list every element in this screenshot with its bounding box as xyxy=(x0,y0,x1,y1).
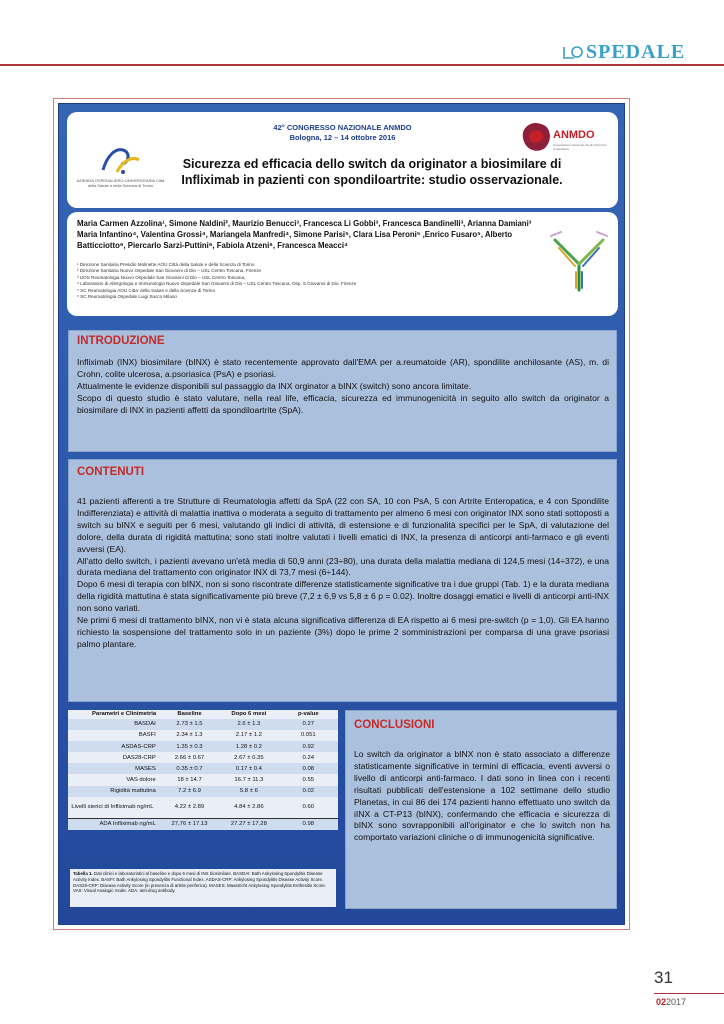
hospital-logo xyxy=(73,142,168,192)
table-row xyxy=(68,730,338,741)
table-cell: 0.08 xyxy=(302,765,315,772)
table-row xyxy=(68,819,338,830)
poster xyxy=(58,103,625,925)
table-cell: Rigidità mattutina xyxy=(110,787,156,794)
introduction-text xyxy=(77,357,609,417)
table-header-cell: Dopo 6 mesi xyxy=(231,711,267,717)
issue-year: 2017 xyxy=(666,997,687,1007)
table-cell: 2.73 ± 1.5 xyxy=(176,721,203,728)
page-number: 31 xyxy=(654,968,673,987)
table-cell: 0.55 xyxy=(302,776,315,783)
antibody-molecule-icon xyxy=(545,226,613,296)
hospital-logo-text: AZIENDA OSPEDALIERO-UNIVERSITARIA Città della Salute e della Scienza di Torino xyxy=(76,178,165,188)
table-row xyxy=(68,741,338,752)
table-cell: VAS dolore xyxy=(126,776,156,783)
introduction-heading: INTRODUZIONE xyxy=(77,335,165,347)
contents-heading: CONTENUTI xyxy=(77,466,145,478)
paragraph: Scopo di questo studio è stato valutare, nella real life, efficacia, sicurezza ed immunogenicità in seguito allo switch da originator a biosimilare di INX in pazienti affetti da spondiloartrite (SpA). xyxy=(77,392,609,415)
magazine-logo-text: SPEDALE xyxy=(586,41,686,63)
table-cell: 2.34 ± 1.3 xyxy=(176,732,203,739)
table-cell: 0.98 xyxy=(279,819,338,830)
hospital-logo-icon xyxy=(73,142,168,178)
header-rule xyxy=(0,64,724,66)
table-cell: 0.02 xyxy=(302,787,315,794)
table-caption-label: Tabella 1. xyxy=(73,871,93,876)
paragraph: All'atto dello switch, i pazienti avevano un'età media di 50,9 anni (23÷80), una durata della malattia mediana di 124,5 mesi (14÷372), e una durata mediana del trattamento con originator INX di 73,7 mesi (6÷144). xyxy=(77,555,609,578)
table-cell: 2.6 ± 1.3 xyxy=(237,721,261,728)
affiliation-item: ⁶ SC Reumatologia Ospedale Luigi Sacco Milano xyxy=(77,294,177,300)
authors-card xyxy=(67,212,618,316)
paragraph: Attualmente le evidenze disponibili sul passaggio da INX orginator a bINX (switch) sono ancora limitate. xyxy=(77,380,472,391)
issue-number: 02 xyxy=(656,997,667,1007)
contents-text xyxy=(77,496,609,651)
table-header-cell: Baseline xyxy=(177,711,202,717)
table-cell: 5.8 ± 6 xyxy=(239,787,258,794)
table-cell: 0.24 xyxy=(302,754,315,761)
conclusions-section xyxy=(345,710,617,909)
table-cell: 0.17 ± 0.4 xyxy=(235,765,262,772)
table-cell: ASDAS-CRP xyxy=(121,743,156,750)
table-cell: 27.27 ± 17.28 xyxy=(219,819,278,830)
table-cell: 2.66 ± 0.67 xyxy=(174,754,205,761)
table-cell: 0.60 xyxy=(302,804,315,811)
affiliation-item: ⁴ Laboratorio di Allergologia e Immunologia Nuovo Ospedale San Giovanni di Dio – USL Centro Toscana, Osp. S.Giovanni di Dio, Firenze xyxy=(77,281,357,287)
results-table-block xyxy=(68,710,338,909)
table-cell: 0.35 ± 0.7 xyxy=(176,765,203,772)
anmdo-logo-icon xyxy=(519,118,553,154)
paragraph: Infliximab (INX) biosimilare (bINX) è stato recentemente approvato dall'EMA per a.reumatoide (AR), spondilite anchilosante (AS), m. di Crohn, colite ulcerosa, a.psoriasica (PsA) e psoriasi. xyxy=(77,357,609,379)
anmdo-logo-subtitle: Associazione Nazionale Medici Direzioni Ospedaliere xyxy=(553,143,607,151)
table-cell: 0.92 xyxy=(302,743,315,750)
introduction-section xyxy=(68,330,617,452)
poster-title: Sicurezza ed efficacia dello switch da originator a biosimilare di Infliximab in pazienti con spondiloartrite: studio osservazionale. xyxy=(181,157,563,187)
results-table xyxy=(68,710,338,830)
table-cell: 1.28 ± 0.2 xyxy=(235,743,262,750)
table-cell: Livelli sierici di Infliximab ng/mL xyxy=(71,804,154,811)
poster-header-card xyxy=(67,112,618,208)
conclusions-heading: CONCLUSIONI xyxy=(354,719,435,731)
table-row xyxy=(68,774,338,785)
paragraph: 41 pazienti afferenti a tre Strutture di Reumatologia affetti da SpA (22 con SA, 10 con PsA, 5 con Artrite Enteropatica, e 4 con Spondilite Indifferenziata) e attività di malattia inattiva o moderata a seguito di trattamento per almeno 6 mesi con originator INX sono stati sottoposti a switch su bINX e seguiti per 6 mesi, valutando gli indici di attività, di estensione e di funzionalità specifici per le SpA, di valutazione del dolore, della durata di rigidità mattutina; sono stati inoltre valutati i livelli ematici di INX, la presenza di anticorpi anti-farmaco e gli eventi avversi (EA). xyxy=(77,496,609,554)
table-caption xyxy=(70,869,336,907)
table-row xyxy=(68,763,338,774)
conclusions-text: Lo switch da originator a bINX non è stato associato a differenze statisticamente significative in termini di efficacia, eventi avversi o livello di anticorpi anti-farmaco. I dati sono in linea con i recenti risultati pubblicati dell'estensione a 102 settimane dello studio Planetas, in cui 86 dei 174 pazienti hanno effettuato uno switch da iINX a CT-P13 (bINX), confermando che efficacia e sicurezza di bINX sono sovrapponibili all'originator e che lo switch non ha comportato variazioni cliniche o di immunogenicità significative. xyxy=(354,749,610,843)
table-cell: ADA Infliximab ng/mL xyxy=(68,819,160,830)
issue-label xyxy=(656,997,686,1007)
table-cell: 7.2 ± 6.9 xyxy=(178,787,201,794)
table-cell: 0.27 xyxy=(302,721,315,728)
affiliation-item: ² Direzione Sanitaria Nuovo Ospedale San Giovanni di Dio – USL Centro Toscana, Firenze xyxy=(77,268,262,274)
congress-date: Bologna, 12 – 14 ottobre 2016 xyxy=(289,133,396,142)
table-row xyxy=(68,719,338,730)
table-header-row xyxy=(68,710,338,719)
magazine-logo xyxy=(560,40,724,64)
table-cell: 4.22 ± 2.89 xyxy=(174,804,205,811)
table-cell: BASFI xyxy=(138,732,156,739)
table-cell: 2.67 ± 0.35 xyxy=(234,754,264,761)
table-row xyxy=(68,797,338,819)
table-cell: 1.35 ± 0.3 xyxy=(176,743,203,750)
paragraph: Ne primi 6 mesi di trattamento bINX, non vi è stata alcuna significativa differenza di EA rispetto ai 6 mesi pre-switch (p = 1,0). Gli EA hanno richiesto la sospensione del trattamento solo in un paziente (3%) dopo le prime 2 somministrazioni per comparsa di una grave psoriasi palmo plantare. xyxy=(77,615,609,649)
affiliation-item: ⁵ SC Reumatologia AOU Citta' della Salute e della Scienza di Torino xyxy=(77,287,216,293)
table-cell: 0.051 xyxy=(300,732,316,739)
table-header-cell: Parametri e Clinimetria xyxy=(92,711,157,717)
poster-frame xyxy=(53,98,630,930)
table-cell: 4.84 ± 2.86 xyxy=(234,804,264,811)
congress-name: 42° CONGRESSO NAZIONALE ANMDO xyxy=(273,123,412,132)
magazine-logo-mark-icon xyxy=(562,43,584,61)
table-header-cell: p-value xyxy=(297,711,319,717)
table-caption-text: Dati clinici e laboratoristici al baseline e dopo 6 mesi di INX biosimilare. BASDAI: Bath Ankylosing Spondylitis Disease Activity Index. BASFI: Bath Ankylosing Spondylitis Functional Index. ASDAS-CRP: Ankylosing Spondylitis Disease Activity Score. DAS28-CRP: Disease Activity Score (in presenza di artrite periferica). MASES: Maastricht Ankylosing Spondylitis Enthesitis Score. VAS: Visual Analogic Scale. ADA: anti-drug antibody. xyxy=(73,871,327,894)
anmdo-logo xyxy=(519,118,611,154)
footer-rule xyxy=(654,993,724,994)
table-cell: 16.7 ± 11.3 xyxy=(234,776,264,783)
table-row xyxy=(68,752,338,763)
affiliation-list xyxy=(77,262,547,300)
table-row xyxy=(68,786,338,797)
author-list: Maria Carmen Azzolina¹, Simone Naldini², Maurizio Benucci³, Francesca Li Gobbi³, Francesca Bandinelli³, Arianna Damiani³ Maria Infantino⁴, Valentina Grossi⁴, Mariangela Manfredi⁴, Simone Parisi⁵, Clara Lisa Peroni⁵ ,Enrico Fusaro⁵, Alberto Batticciotto⁶, Piercarlo Sarzi-Puttini⁶, Fabiola Atzeni⁶, Francesca Meacci⁴ xyxy=(77,219,532,250)
table-cell: MASES xyxy=(135,765,156,772)
contents-section xyxy=(68,459,617,702)
affiliation-item: ³ UOS Reumatologia Nuovo Ospedale San Giovanni di Dio – USL Centro Toscana, xyxy=(77,274,246,280)
table-cell: BASDAI xyxy=(134,721,156,728)
table-cell: 18 ± 14.7 xyxy=(177,776,202,783)
anmdo-logo-text: ANMDO xyxy=(553,129,595,141)
paragraph: Dopo 6 mesi di terapia con bINX, non si sono riscontrate differenze statisticamente significative tra i due gruppi (Tab. 1) e la durata mediana della rigidità mattutina è stata significativamente più breve (7,2 ± 6,9 vs 5,8 ± 6 p = 0.02). Inoltre dosaggi ematici e livelli di anticorpi anti-INX non sono variati. xyxy=(77,579,609,614)
table-cell: 27,76 ± 17.13 xyxy=(160,819,219,830)
table-cell: DAS28-CRP xyxy=(122,754,156,761)
table-cell: 2.17 ± 1.2 xyxy=(235,732,262,739)
affiliation-item: ¹ Direzione Sanitaria Presidio Molinette AOU Città della Salute e della Scienza di Torino xyxy=(77,262,255,267)
